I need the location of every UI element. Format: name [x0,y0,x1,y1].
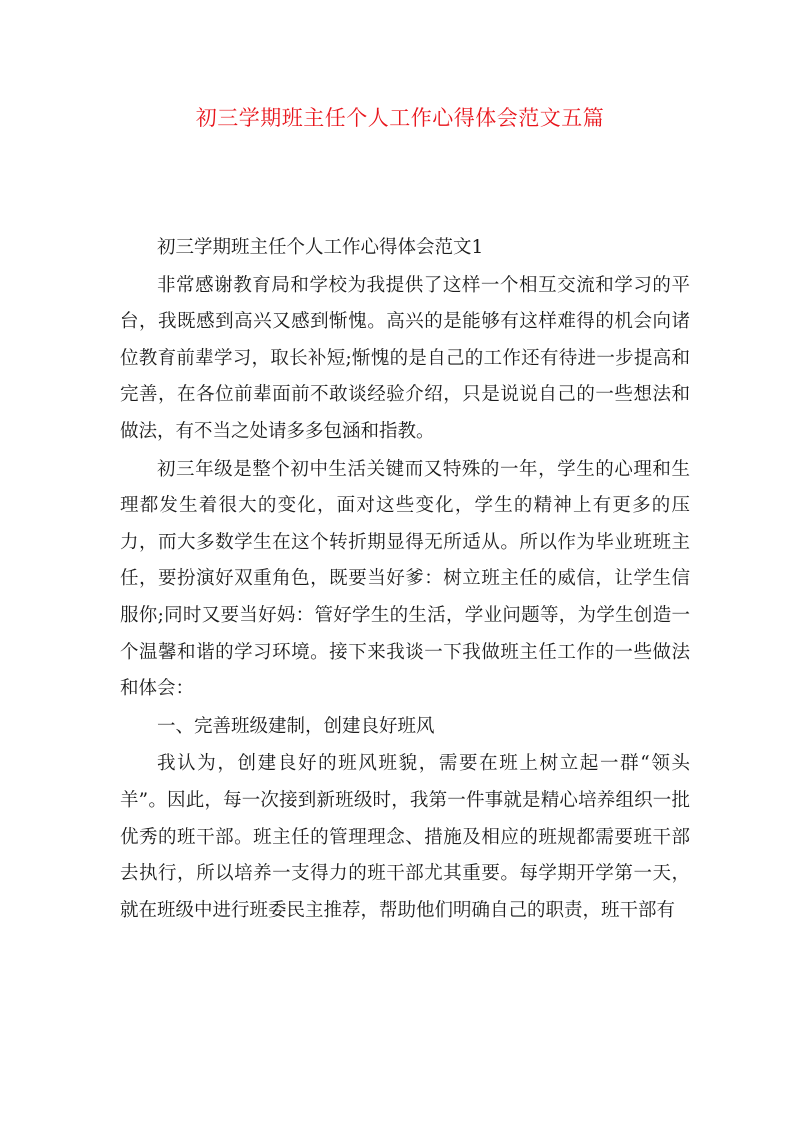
document-body [120,230,690,930]
document-title: 初三学期班主任个人工作心得体会范文五篇 [195,106,605,130]
section-heading-1: 一、完善班级建制，创建良好班风 [157,715,435,737]
paragraph-grade-three: 初三年级是整个初中生活关键而又特殊的一年，学生的心理和生理都发生着很大的变化，面对这些变化，学生的精神上有更多的压力，而大多数学生在这个转折期显得无所适从。所以作为毕业班班主任，要扮演好双重角色，既要当好爹：树立班主任的威信，让学生信服你;同时又要当好妈：管好学生的生活，学业问题等，为学生创造一个温馨和谐的学习环境。接下来我谈一下我做班主任工作的一些做法和体会： [120,458,690,700]
section-heading-article-1: 初三学期班主任个人工作心得体会范文1 [157,237,484,258]
paragraph-class-cadres: 我认为，创建良好的班风班貌，需要在班上树立起一群“领头羊”。因此，每一次接到新班级时，我第一件事就是精心培养组织一批优秀的班干部。班主任的管理理念、措施及相应的班规都需要班干部去执行，所以培养一支得力的班干部尤其重要。每学期开学第一天，就在班级中进行班委民主推荐，帮助他们明确自己的职责，班干部有 [120,753,690,921]
paragraph-intro: 非常感谢教育局和学校为我提供了这样一个相互交流和学习的平台，我既感到高兴又感到惭愧。高兴的是能够有这样难得的机会向诸位教育前辈学习，取长补短;惭愧的是自己的工作还有待进一步提高和完善，在各位前辈面前不敢谈经验介绍，只是说说自己的一些想法和做法，有不当之处请多多包涵和指教。 [120,274,690,442]
